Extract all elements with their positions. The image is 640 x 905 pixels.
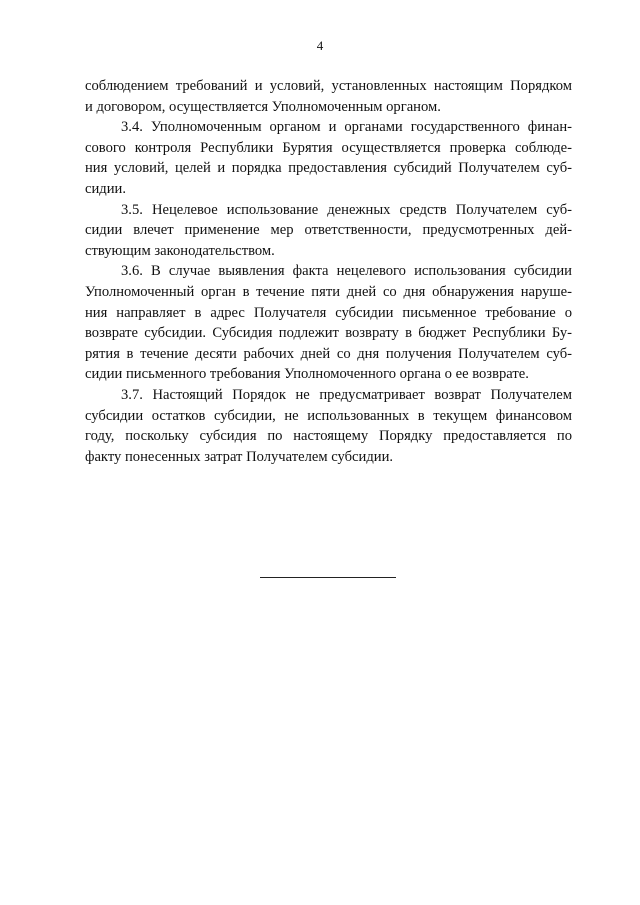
paragraph-3-4 [85, 117, 572, 199]
text-line: 3.5. Нецелевое использование денежных средств Получателем суб- [121, 201, 572, 218]
text-line: возврате субсидии. Субсидия подлежит возврату в бюджет Республики Бу- [85, 325, 572, 342]
text-line: 3.4. Уполномоченным органом и органами государственного финан- [121, 119, 572, 136]
text-line: факту понесенных затрат Получателем субсидии. [85, 448, 394, 465]
text-line: 3.6. В случае выявления факта нецелевого использования субсидии [121, 263, 572, 280]
text-line: году, поскольку субсидия по настоящему Порядку предоставляется по [85, 428, 572, 445]
text-line: Уполномоченный орган в течение пяти дней со дня обнаружения наруше- [85, 283, 572, 300]
paragraph-3-5 [85, 200, 572, 262]
text-line: сидии письменного требования Уполномоченного органа о ее возврате. [85, 366, 529, 383]
text-line: сового контроля Республики Бурятия осуществляется проверка соблюде- [85, 139, 572, 156]
text-line: ствующим законодательством. [85, 242, 275, 259]
document-body [85, 76, 572, 467]
text-line: сидии влечет применение мер ответственности, предусмотренных дей- [85, 222, 572, 239]
end-separator-line [260, 577, 396, 578]
text-line: ния направляет в адрес Получателя субсидии письменное требование о [85, 304, 572, 321]
paragraph-3-6 [85, 261, 572, 385]
text-line: рятия в течение десяти рабочих дней со дня получения Получателем суб- [85, 345, 572, 362]
text-line: субсидии остатков субсидии, не использованных в текущем финансовом [85, 407, 572, 424]
page-number: 4 [316, 38, 324, 53]
text-line: и договором, осуществляется Уполномоченным органом. [85, 98, 441, 115]
paragraph-intro [85, 76, 572, 117]
text-line: соблюдением требований и условий, установленных настоящим Порядком [85, 78, 572, 94]
paragraph-3-7 [85, 385, 572, 467]
text-line: сидии. [85, 180, 126, 197]
text-line: 3.7. Настоящий Порядок не предусматривает возврат Получателем [121, 386, 572, 403]
text-line: ния условий, целей и порядка предоставления субсидий Получателем суб- [85, 160, 572, 177]
